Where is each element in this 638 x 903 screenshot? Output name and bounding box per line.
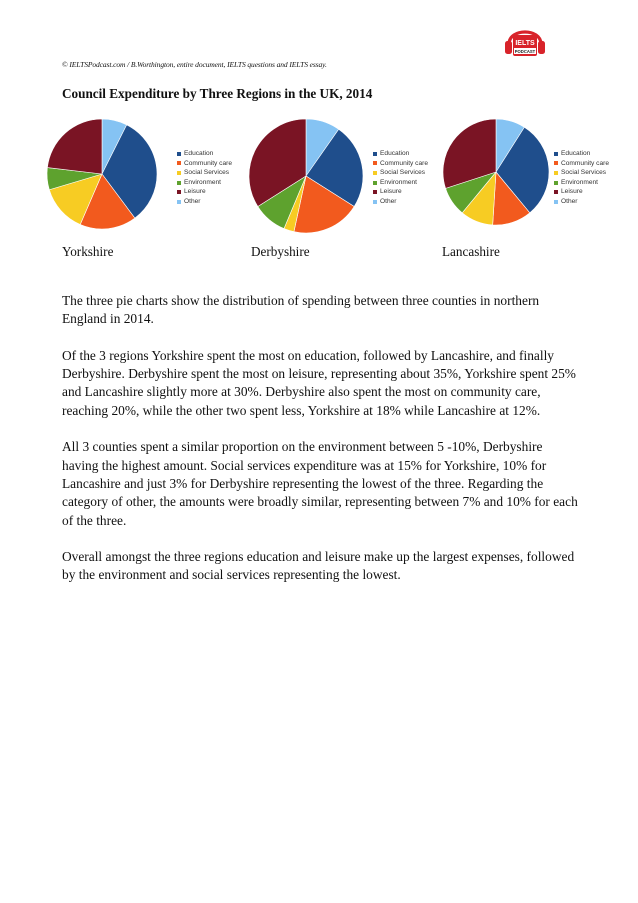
legend-label: Education xyxy=(380,150,410,157)
legend-swatch xyxy=(554,171,558,175)
legend-derbyshire xyxy=(373,149,428,207)
essay-body xyxy=(62,292,582,603)
logo-text-ielts: IELTS xyxy=(515,40,535,47)
pie-chart-derbyshire xyxy=(248,118,448,243)
legend-label: Leisure xyxy=(561,188,583,196)
legend-label: Environment xyxy=(184,178,222,186)
document-title: Council Expenditure by Three Regions in the UK, 2014 xyxy=(62,86,373,101)
label-derbyshire: Derbyshire xyxy=(251,244,310,259)
pie-slice-leisure xyxy=(47,119,102,174)
legend-swatch xyxy=(373,181,377,185)
legend-item-education xyxy=(554,149,609,159)
legend-item-other xyxy=(373,197,428,207)
legend-swatch xyxy=(373,200,377,204)
legend-label: Community care xyxy=(380,159,429,167)
legend-label: Education xyxy=(561,150,591,157)
legend-item-social-services xyxy=(177,168,232,178)
pie-yorkshire xyxy=(46,118,158,230)
legend-swatch xyxy=(554,152,558,156)
legend-swatch xyxy=(177,181,181,185)
legend-swatch xyxy=(554,181,558,185)
legend-swatch xyxy=(177,190,181,194)
legend-label: Leisure xyxy=(184,188,206,196)
legend-item-leisure xyxy=(177,187,232,197)
legend-label: Education xyxy=(184,150,214,157)
legend-item-environment xyxy=(554,178,609,188)
legend-lancashire xyxy=(554,149,609,207)
legend-swatch xyxy=(373,171,377,175)
headphones-icon xyxy=(502,20,548,60)
legend-item-other xyxy=(177,197,232,207)
legend-item-community-care xyxy=(373,159,428,169)
legend-label: Community care xyxy=(561,159,610,167)
legend-swatch xyxy=(177,152,181,156)
legend-label: Social Services xyxy=(184,169,230,177)
legend-label: Social Services xyxy=(561,169,607,177)
legend-yorkshire xyxy=(177,149,232,207)
legend-item-other xyxy=(554,197,609,207)
pie-derbyshire xyxy=(248,118,364,234)
copyright-note: © IELTSPodcast.com / B.Worthington, entire document, IELTS questions and IELTS essay. xyxy=(62,60,327,69)
legend-label: Environment xyxy=(380,178,418,186)
legend-swatch xyxy=(373,190,377,194)
legend-swatch xyxy=(373,161,377,165)
pie-lancashire xyxy=(442,118,550,226)
legend-label: Leisure xyxy=(380,188,402,196)
pie-chart-lancashire xyxy=(442,118,638,243)
legend-item-education xyxy=(373,149,428,159)
legend-label: Other xyxy=(561,197,578,205)
legend-swatch xyxy=(554,200,558,204)
legend-label: Other xyxy=(184,197,201,205)
legend-label: Other xyxy=(380,197,397,205)
legend-item-social-services xyxy=(554,168,609,178)
legend-label: Environment xyxy=(561,178,599,186)
ielts-podcast-logo xyxy=(502,20,548,60)
label-lancashire: Lancashire xyxy=(442,244,500,259)
legend-swatch xyxy=(177,161,181,165)
legend-label: Community care xyxy=(184,159,233,167)
legend-item-leisure xyxy=(554,187,609,197)
legend-label: Social Services xyxy=(380,169,426,177)
paragraph-education-leisure: Of the 3 regions Yorkshire spent the most on education, followed by Lancashire, and finally Derbyshire. Derbyshire spent the most on leisure, representing about 35%, Yorkshire spent 25% and Lancashire slightly more at 30%. Derbyshire also spent the most on community care, reaching 20%, while the other two spent less, Yorkshire at 18% while Lancashire at 12%. xyxy=(62,347,576,418)
pie-chart-yorkshire xyxy=(46,118,246,243)
legend-swatch xyxy=(554,190,558,194)
label-yorkshire: Yorkshire xyxy=(62,244,114,259)
legend-swatch xyxy=(373,152,377,156)
paragraph-intro: The three pie charts show the distribution of spending between three counties in northern England in 2014. xyxy=(62,293,540,327)
paragraph-overall: Overall amongst the three regions education and leisure make up the largest expenses, followed by the environment and social services representing the lowest. xyxy=(62,549,575,583)
paragraph-environment-social: All 3 counties spent a similar proportion on the environment between 5 -10%, Derbyshire having the highest amount. Social services expenditure was at 15% for Yorkshire, 10% for Lancashire and just 3% for Derbyshire representing the lowest of the three. Regarding the category of other, the amounts were broadly similar, representing between 7% and 10% for each of the three. xyxy=(62,439,578,528)
legend-item-education xyxy=(177,149,232,159)
legend-item-leisure xyxy=(373,187,428,197)
legend-item-environment xyxy=(373,178,428,188)
logo-text-podcast: PODCAST xyxy=(514,49,536,54)
legend-swatch xyxy=(177,171,181,175)
legend-item-community-care xyxy=(177,159,232,169)
legend-item-social-services xyxy=(373,168,428,178)
legend-item-community-care xyxy=(554,159,609,169)
legend-swatch xyxy=(177,200,181,204)
legend-swatch xyxy=(554,161,558,165)
legend-item-environment xyxy=(177,178,232,188)
